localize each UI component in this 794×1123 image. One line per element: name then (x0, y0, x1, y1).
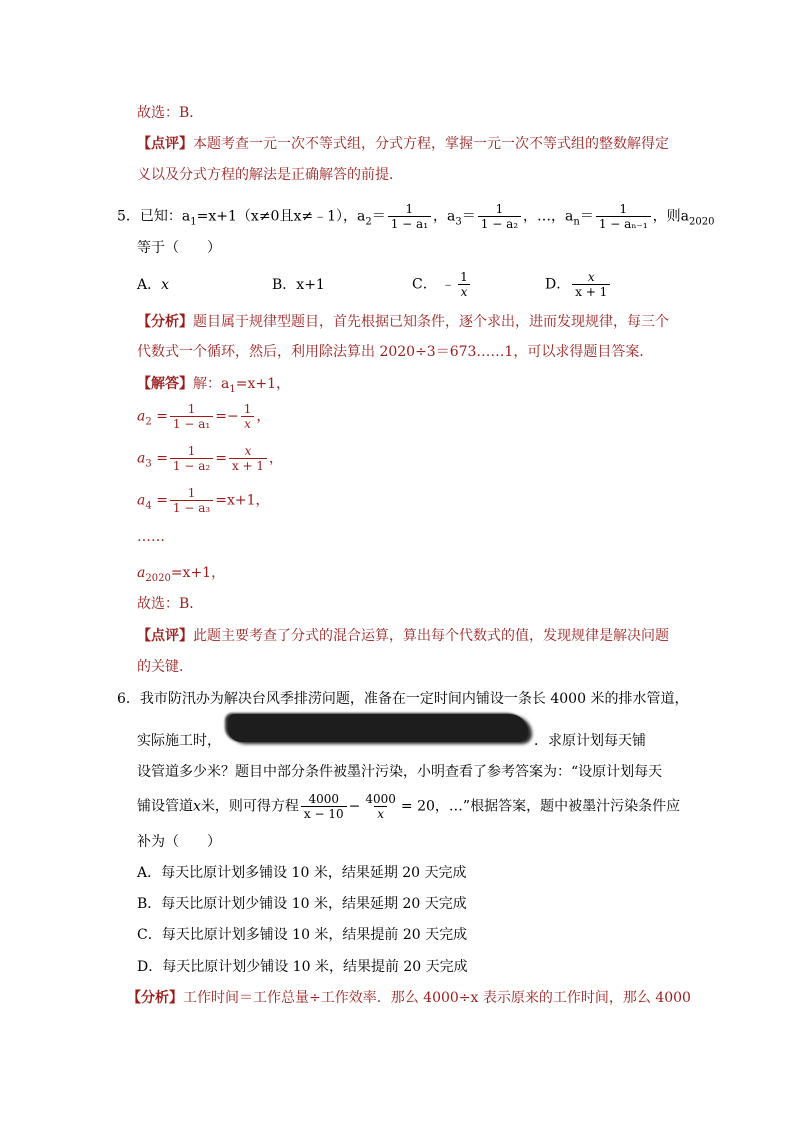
analysis-line1 (137, 312, 669, 332)
equals: =x+1， (170, 565, 226, 581)
numerator: x (587, 270, 595, 284)
stem-text: 米，则可得方程 (200, 798, 299, 815)
stem-part: ，则a (652, 208, 690, 225)
question-number: 6． (117, 691, 140, 707)
equals: = (156, 492, 168, 509)
stem-text: = 20，…”根据答案，题中被墨汁污染条件应 (400, 798, 681, 815)
denominator: 1 − a₂ (170, 458, 213, 473)
analysis-line2: 代数式一个循环，然后，利用除法算出 2020÷3＝673……1，可以求得题目答案． (137, 344, 654, 360)
denominator: 1 − a₁ (388, 216, 431, 231)
fraction (170, 444, 213, 473)
equals: =x+1， (215, 492, 270, 509)
equals: = (156, 450, 168, 467)
var: a (137, 408, 146, 425)
comment-line2: 的关键． (137, 659, 193, 675)
stem-part: 已知：a (139, 208, 191, 225)
question-6-line5: 补为（ ） (137, 834, 221, 850)
previous-comment-line1 (137, 134, 669, 154)
solution-dots: …… (137, 529, 165, 545)
var: a (137, 450, 146, 467)
minus-sign: − (348, 798, 361, 815)
denominator: x (374, 806, 387, 821)
question-number: 5． (117, 208, 140, 225)
option-a (137, 275, 169, 295)
fraction (478, 202, 521, 231)
numerator: 1 (187, 444, 196, 458)
numerator: 1 (405, 202, 414, 216)
fraction (301, 792, 347, 821)
fraction (229, 444, 267, 473)
punct: ， (269, 450, 284, 467)
solution-a4 (137, 486, 269, 516)
option-label: D． (545, 276, 571, 293)
q6-option-d: D．每天比原计划少铺设 10 米，结果提前 20 天完成 (137, 959, 468, 975)
denominator: x + 1 (572, 284, 610, 299)
numerator: x (244, 444, 252, 458)
numerator: 1 (187, 402, 196, 416)
fraction (596, 202, 651, 231)
subscript: 4 (145, 500, 152, 512)
numerator: 1 (187, 486, 196, 500)
comment-text: 此题主要考查了分式的混合运算，算出每个代数式的值，发现规律是解决问题 (193, 628, 669, 644)
stem-text: 铺设管道 (137, 798, 193, 815)
analysis-text: 题目属于规律型题目，首先根据已知条件，逐个求出，进而发现规律，每三个 (193, 314, 669, 330)
denominator: 1 − a₁ (170, 416, 213, 431)
denominator: x − 10 (301, 806, 347, 821)
analysis-tag: 【分析】 (137, 314, 193, 330)
var: a (137, 565, 146, 581)
analysis-text: 工作时间＝工作总量÷工作效率．那么 4000÷x 表示原来的工作时间，那么 4000 (183, 990, 691, 1006)
numerator: 1 (495, 202, 504, 216)
previous-choice: 故选：B． (137, 105, 204, 121)
question-6-line3: 设管道多少米？题目中部分条件被墨汁污染，小明查看了参考答案为：“设原计划每天 (137, 764, 663, 780)
minus-sign: ﹣ (441, 276, 456, 293)
subscript: 2 (365, 216, 372, 228)
question-6-line1 (117, 689, 688, 709)
ink-blot (228, 714, 528, 742)
denominator: x + 1 (229, 458, 267, 473)
subscript: 3 (455, 216, 462, 228)
fraction (241, 402, 255, 431)
option-value: x (161, 277, 170, 293)
stem-part: ，a (433, 208, 456, 225)
option-b (272, 275, 325, 295)
q6-analysis-line1 (127, 988, 691, 1008)
option-label: C． (412, 276, 437, 293)
numerator: 4000 (308, 792, 340, 806)
solution-a2 (137, 402, 270, 432)
q6-option-b: B．每天比原计划少铺设 10 米，结果延期 20 天完成 (137, 896, 467, 912)
comment-line1 (137, 626, 669, 646)
solution-line1 (137, 374, 290, 400)
equals: =− (215, 408, 239, 425)
option-value: x+1 (296, 277, 325, 293)
previous-comment-line2: 义以及分式方程的解法是正确解答的前提． (137, 167, 403, 183)
question-6-line2a: 实际施工时， (137, 733, 221, 749)
subscript: 3 (145, 458, 152, 470)
stem-part: ，…，a (523, 208, 574, 225)
q6-option-a: A．每天比原计划多铺设 10 米，结果延期 20 天完成 (137, 865, 467, 881)
question-6-line4 (137, 792, 680, 821)
denominator: x (458, 284, 471, 299)
fraction (170, 402, 213, 431)
var: a (137, 492, 146, 509)
option-d (545, 270, 612, 299)
solution-a2020 (137, 563, 225, 589)
equals: = (156, 408, 168, 425)
subscript: 1 (229, 383, 236, 395)
solution-text: =x+1， (235, 376, 290, 392)
fraction (457, 270, 471, 299)
question-6-line2b: ．求原计划每天铺 (534, 733, 646, 749)
option-label: B． (272, 277, 297, 293)
question-5-stem-line2: 等于（ ） (137, 240, 221, 256)
subscript: 1 (190, 216, 197, 228)
comment-tag: 【点评】 (137, 136, 193, 152)
solution-choice: 故选：B． (137, 596, 204, 612)
fraction (572, 270, 610, 299)
numerator: 4000 (365, 792, 396, 806)
analysis-tag: 【分析】 (127, 990, 183, 1006)
stem-text: 我市防汛办为解决台风季排涝问题，准备在一定时间内铺设一条长 4000 米的排水管道， (139, 691, 689, 707)
stem-part: ＝ (461, 208, 476, 225)
numerator: 1 (619, 202, 628, 216)
denominator: 1 − a₃ (170, 500, 213, 515)
stem-part: ＝ (371, 208, 386, 225)
numerator: 1 (243, 402, 252, 416)
equals: = (215, 450, 227, 467)
question-5-stem (117, 202, 714, 232)
fraction (362, 792, 399, 821)
solution-a3 (137, 444, 283, 474)
subscript: 2020 (145, 572, 171, 584)
denominator: 1 − aₙ₋₁ (596, 216, 651, 231)
q6-option-c: C．每天比原计划多铺设 10 米，结果提前 20 天完成 (137, 927, 468, 943)
solution-text: 解：a (193, 376, 230, 392)
denominator: x (241, 416, 254, 431)
comment-tag: 【点评】 (137, 628, 193, 644)
denominator: 1 − a₂ (478, 216, 521, 231)
comment-text: 本题考查一元一次不等式组，分式方程，掌握一元一次不等式组的整数解得定 (193, 136, 669, 152)
subscript: n (573, 216, 580, 228)
stem-part: =x+1（x≠0且x≠﹣1），a (196, 208, 366, 225)
fraction (170, 486, 213, 515)
numerator: 1 (460, 270, 468, 284)
subscript: 2 (145, 416, 152, 428)
option-label: A． (137, 277, 162, 293)
option-c (412, 270, 473, 299)
var: x (193, 798, 201, 815)
punct: ， (256, 408, 271, 425)
fraction (388, 202, 431, 231)
solution-tag: 【解答】 (137, 376, 193, 392)
stem-part: ＝ (579, 208, 594, 225)
subscript: 2020 (689, 216, 715, 228)
